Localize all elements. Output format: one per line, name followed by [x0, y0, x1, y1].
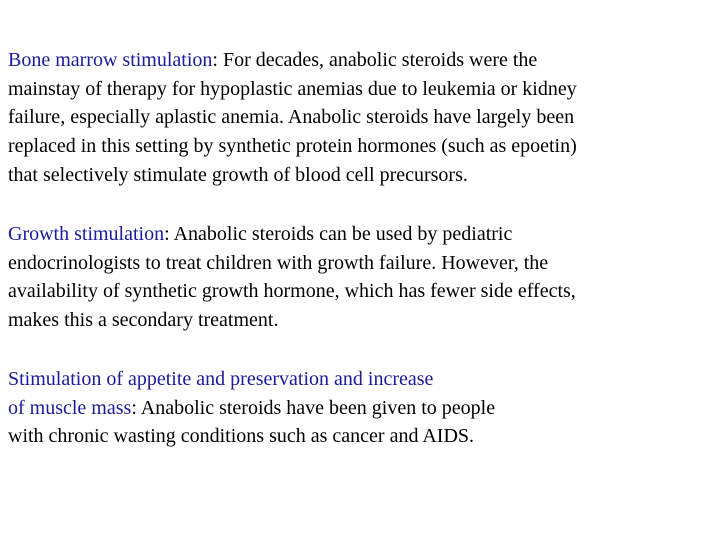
body-text: : Anabolic steroids can be used by pediatric [164, 223, 513, 245]
paragraph-line [8, 46, 708, 75]
paragraph-growth [8, 220, 708, 335]
section-heading: Growth stimulation [8, 223, 165, 245]
section-heading: Stimulation of appetite and preservation and increase [8, 368, 434, 390]
paragraph-line: endocrinologists to treat children with growth failure. However, the [8, 251, 549, 274]
paragraph-line: failure, especially aplastic anemia. Anabolic steroids have largely been [8, 106, 575, 129]
paragraph-line [8, 220, 708, 249]
paragraph-line: replaced in this setting by synthetic protein hormones (such as epoetin) [8, 135, 577, 158]
paragraph-line: availability of synthetic growth hormone, which has fewer side effects, [8, 280, 576, 303]
paragraph-line: with chronic wasting conditions such as cancer and AIDS. [8, 425, 475, 448]
body-text: : Anabolic steroids have been given to people [131, 396, 496, 419]
paragraph-appetite [8, 365, 708, 451]
paragraph-bone-marrow [8, 46, 708, 190]
section-heading: of muscle mass [8, 396, 132, 419]
paragraph-line: that selectively stimulate growth of blood cell precursors. [8, 163, 468, 186]
paragraph-line: makes this a secondary treatment. [8, 309, 279, 332]
section-heading: Bone marrow stimulation [8, 49, 213, 71]
paragraph-line [8, 394, 708, 423]
paragraph-line [8, 365, 708, 394]
paragraph-line: mainstay of therapy for hypoplastic anemias due to leukemia or kidney [8, 77, 577, 100]
body-text: : For decades, anabolic steroids were the [212, 49, 538, 71]
